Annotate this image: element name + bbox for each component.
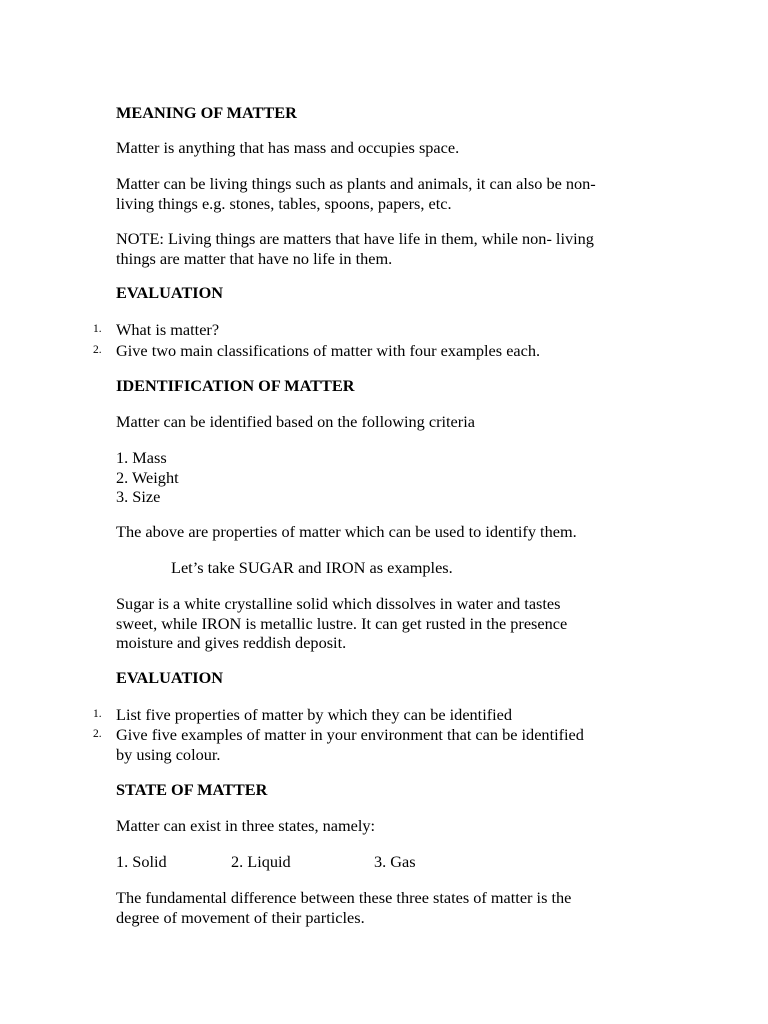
sugar-iron-paragraph: [116, 594, 656, 653]
sugar-iron-line-1: Sugar is a white crystalline solid which dissolves in water and tastes: [116, 594, 561, 613]
criteria-item: 2. Weight: [116, 467, 179, 487]
list-number: 2.: [93, 728, 102, 740]
state-liquid: 2. Liquid: [231, 852, 291, 871]
list-number: 2.: [93, 344, 102, 356]
note-line-1: NOTE: Living things are matters that have life in them, while non- living: [116, 229, 594, 248]
heading-state-of-matter: STATE OF MATTER: [116, 780, 268, 799]
list-number: 1.: [93, 323, 102, 335]
list-item-text: What is matter?: [116, 320, 220, 339]
example-intro: Let’s take SUGAR and IRON as examples.: [171, 558, 453, 577]
list-number: 1.: [93, 708, 102, 720]
heading-identification-of-matter: IDENTIFICATION OF MATTER: [116, 376, 355, 395]
heading-evaluation-2: EVALUATION: [116, 668, 224, 687]
list-item-text: Give two main classifications of matter with four examples each.: [116, 341, 541, 360]
criteria-item: 3. Size: [116, 487, 161, 506]
living-things-line-2: living things e.g. stones, tables, spoons, papers, etc.: [116, 193, 452, 213]
list-item-line-2: by using colour.: [116, 744, 221, 764]
sugar-iron-line-3: moisture and gives reddish deposit.: [116, 633, 347, 652]
heading-evaluation-1: EVALUATION: [116, 283, 224, 302]
definition-paragraph: Matter is anything that has mass and occupies space.: [116, 138, 460, 157]
living-things-line-1: Matter can be living things such as plants and animals, it can also be non-: [116, 174, 596, 193]
identification-intro: Matter can be identified based on the following criteria: [116, 412, 475, 431]
note-paragraph: [116, 229, 656, 268]
sugar-iron-line-2: sweet, while IRON is metallic lustre. It can get rusted in the presence: [116, 613, 568, 633]
list-item-line-1: Give five examples of matter in your environment that can be identified: [116, 725, 584, 744]
criteria-item: 1. Mass: [116, 448, 167, 467]
difference-line-2: degree of movement of their particles.: [116, 907, 365, 927]
difference-line-1: The fundamental difference between these three states of matter is the: [116, 888, 572, 907]
criteria-list: [116, 448, 656, 507]
difference-paragraph: [116, 888, 656, 927]
list-item-text: [116, 725, 656, 764]
state-gas: 3. Gas: [374, 852, 416, 871]
state-solid: 1. Solid: [116, 852, 167, 871]
list-item-text: List five properties of matter by which they can be identified: [116, 705, 513, 724]
states-intro: Matter can exist in three states, namely:: [116, 816, 376, 835]
heading-meaning-of-matter: MEANING OF MATTER: [116, 103, 297, 122]
properties-note: The above are properties of matter which can be used to identify them.: [116, 522, 577, 541]
note-line-2: things are matter that have no life in them.: [116, 248, 393, 268]
living-things-paragraph: [116, 174, 656, 213]
